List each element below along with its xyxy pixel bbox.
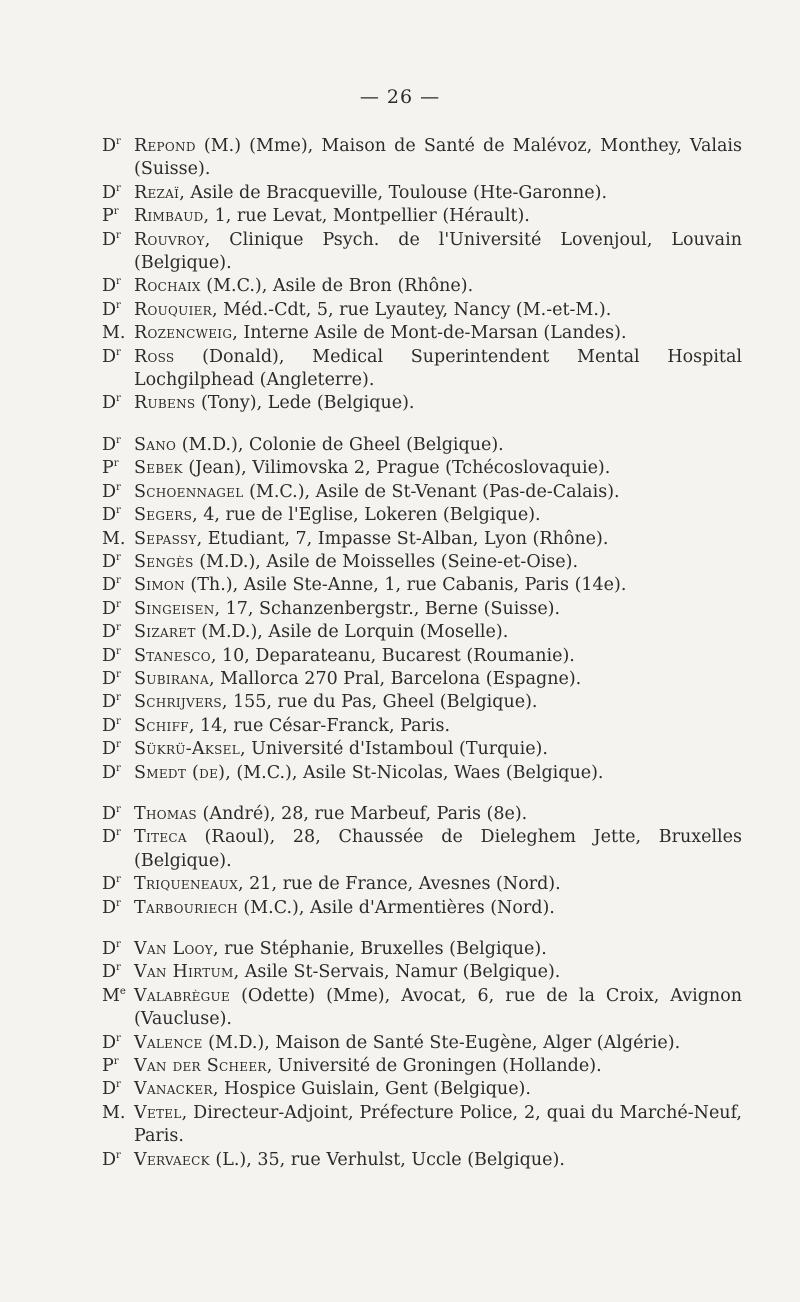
- entry-title: $D^r$: [102, 668, 121, 689]
- list-item: [102, 434, 742, 457]
- entry-name: Rouvroy: [134, 229, 205, 250]
- list-item: [102, 457, 742, 480]
- list-item: [102, 182, 742, 205]
- entry-title: $D^r$: [102, 897, 121, 918]
- list-item: [102, 762, 742, 785]
- entry-name: Triqueneaux: [134, 874, 239, 895]
- entry-title: $D^r$: [102, 939, 121, 959]
- entry-title: $D^r$: [102, 393, 121, 414]
- member-list: [102, 135, 742, 1190]
- entry-details: (M.D.), Asile de Moisselles (Seine-et-Oise).: [193, 551, 579, 572]
- entry-name: Vanacker: [134, 1079, 213, 1100]
- entry-name: Sengès: [134, 551, 194, 572]
- entry-details: , 10, Deparateanu, Bucarest (Roumanie).: [210, 645, 575, 666]
- entry-title: $D^r$: [102, 762, 121, 783]
- entry-details: (Jean), Vilimovska 2, Prague (Tchécoslovaquie).: [182, 458, 611, 479]
- entry-title: $D^r$: [102, 645, 121, 666]
- list-item: [102, 645, 742, 668]
- entry-details: , Asile St-Servais, Namur (Belgique).: [233, 962, 561, 983]
- list-item: [102, 598, 742, 621]
- entry-title: $P^r$: [102, 1056, 119, 1077]
- entry-title: $D^r$: [102, 136, 121, 156]
- list-item: [102, 961, 742, 984]
- entry-details: , Université de Groningen (Hollande).: [266, 1056, 602, 1077]
- entry-details: , Méd.-Cdt, 5, rue Lyautey, Nancy (M.-et-M.).: [212, 299, 612, 320]
- entry-title: $D^r$: [102, 299, 121, 320]
- entry-details: (M.C.), Asile d'Armentières (Nord).: [237, 897, 555, 918]
- list-item: [102, 803, 742, 826]
- entry-title: $D^r$: [102, 715, 121, 736]
- entry-name: Vetel: [134, 1102, 182, 1123]
- entry-details: , Hospice Guislain, Gent (Belgique).: [212, 1079, 531, 1100]
- entry-group: [102, 803, 742, 920]
- entry-name: Sizaret: [134, 622, 196, 643]
- list-item: [102, 1078, 742, 1101]
- list-item: [102, 691, 742, 714]
- entry-title: $D^r$: [102, 434, 121, 455]
- entry-details: , 155, rue du Pas, Gheel (Belgique).: [221, 692, 538, 713]
- entry-name: Rezaï: [134, 182, 180, 203]
- entry-name: Singeisen: [134, 598, 215, 619]
- entry-details: , 1, rue Levat, Montpellier (Hérault).: [203, 206, 530, 227]
- entry-title: $D^r$: [102, 1149, 121, 1170]
- entry-name: Valabrègue: [134, 985, 231, 1006]
- list-item: [102, 528, 742, 551]
- entry-details: (Odette) (Mme), Avocat, 6, rue de la Croix, Avignon (Vaucluse).: [134, 985, 742, 1030]
- entry-name: Sano: [134, 434, 177, 455]
- entry-name: Rouquier: [134, 299, 213, 320]
- entry-name: Smedt (de): [134, 762, 226, 783]
- entry-title: $D^r$: [102, 692, 121, 713]
- list-item: [102, 322, 742, 345]
- entry-title: M.: [102, 323, 126, 344]
- entry-details: , Mallorca 270 Pral, Barcelona (Espagne).: [208, 668, 582, 689]
- entry-title: $P^r$: [102, 206, 119, 227]
- entry-details: (M.D.), Colonie de Gheel (Belgique).: [176, 434, 504, 455]
- list-item: [102, 135, 742, 182]
- entry-details: , (M.C.), Asile St-Nicolas, Waes (Belgique).: [225, 762, 604, 783]
- entry-group: [102, 135, 742, 416]
- page-number: — 26 —: [359, 86, 441, 108]
- entry-title: $D^r$: [102, 874, 121, 895]
- list-item: [102, 299, 742, 322]
- entry-details: , Etudiant, 7, Impasse St-Alban, Lyon (Rhône).: [196, 528, 609, 549]
- entry-title: M.: [102, 1102, 126, 1123]
- list-item: [102, 205, 742, 228]
- entry-title: $D^r$: [102, 827, 121, 848]
- list-item: [102, 1149, 742, 1172]
- entry-title: $D^r$: [102, 739, 121, 760]
- list-item: [102, 621, 742, 644]
- entry-name: Rochaix: [134, 276, 201, 297]
- entry-details: (L.), 35, rue Verhulst, Uccle (Belgique).: [209, 1149, 565, 1170]
- entry-title: $D^r$: [102, 346, 121, 367]
- entry-title: $D^r$: [102, 229, 121, 250]
- list-item: [102, 346, 742, 393]
- entry-name: Subirana: [134, 668, 209, 689]
- entry-title: M.: [102, 528, 126, 549]
- list-item: [102, 229, 742, 276]
- entry-group: [102, 938, 742, 1172]
- entry-name: Rozencweig: [134, 323, 233, 344]
- entry-title: $P^r$: [102, 458, 119, 479]
- entry-name: Vervaeck: [134, 1149, 210, 1170]
- entry-title: $D^r$: [102, 505, 121, 526]
- entry-name: Rubens: [134, 393, 196, 414]
- list-item: [102, 985, 742, 1032]
- entry-name: Van der Scheer: [134, 1056, 267, 1077]
- entry-title: $D^r$: [102, 598, 121, 619]
- entry-details: (André), 28, rue Marbeuf, Paris (8e).: [196, 803, 528, 824]
- entry-name: Thomas: [134, 803, 197, 824]
- entry-title: $D^r$: [102, 276, 121, 297]
- list-item: [102, 826, 742, 873]
- entry-details: , Université d'Istamboul (Turquie).: [239, 739, 548, 760]
- entry-name: Schoennagel: [134, 481, 244, 502]
- entry-details: (Tony), Lede (Belgique).: [195, 393, 415, 414]
- entry-details: (Donald), Medical Superintendent Mental Hospital Lochgilphead (Angleterre).: [134, 346, 742, 391]
- list-item: [102, 551, 742, 574]
- entry-title: $D^r$: [102, 803, 121, 824]
- entry-title: $D^r$: [102, 962, 121, 983]
- entry-details: , rue Stéphanie, Bruxelles (Belgique).: [213, 939, 547, 959]
- entry-details: (Raoul), 28, Chaussée de Dieleghem Jette, Bruxelles (Belgique).: [134, 827, 742, 871]
- entry-title: $D^r$: [102, 481, 121, 502]
- entry-details: (M.) (Mme), Maison de Santé de Malévoz, Monthey, Valais (Suisse).: [134, 136, 742, 180]
- entry-name: Sükrü-Aksel: [134, 739, 240, 760]
- entry-details: (M.C.), Asile de Bron (Rhône).: [200, 276, 474, 297]
- entry-name: Rimbaud: [134, 206, 204, 227]
- list-item: [102, 897, 742, 920]
- entry-title: $D^r$: [102, 622, 121, 643]
- list-item: [102, 504, 742, 527]
- list-item: [102, 738, 742, 761]
- list-item: [102, 668, 742, 691]
- list-item: [102, 1102, 742, 1149]
- entry-name: Sebek: [134, 458, 183, 479]
- entry-details: (Th.), Asile Ste-Anne, 1, rue Cabanis, Paris (14e).: [184, 575, 627, 596]
- entry-title: $D^r$: [102, 1079, 121, 1100]
- entry-name: Van Hirtum: [134, 962, 234, 983]
- list-item: [102, 938, 742, 961]
- list-item: [102, 1032, 742, 1055]
- entry-name: Stanesco: [134, 645, 211, 666]
- entry-name: Sepassy: [134, 528, 197, 549]
- entry-name: Repond: [134, 136, 196, 156]
- entry-title: $D^r$: [102, 551, 121, 572]
- entry-name: Segers: [134, 505, 193, 526]
- entry-title: $D^r$: [102, 1032, 121, 1053]
- entry-details: (M.D.), Asile de Lorquin (Moselle).: [195, 622, 509, 643]
- entry-details: , Clinique Psych. de l'Université Lovenjoul, Louvain (Belgique).: [134, 229, 742, 274]
- entry-details: , 14, rue César-Franck, Paris.: [188, 715, 451, 736]
- list-item: [102, 481, 742, 504]
- entry-details: (M.D.), Maison de Santé Ste-Eugène, Alger (Algérie).: [202, 1032, 681, 1053]
- entry-title: $D^r$: [102, 182, 121, 203]
- entry-details: , Asile de Bracqueville, Toulouse (Hte-Garonne).: [179, 182, 608, 203]
- list-item: [102, 1055, 742, 1078]
- entry-group: [102, 434, 742, 785]
- entry-title: Me: [102, 985, 126, 1006]
- entry-title: $D^r$: [102, 575, 121, 596]
- entry-name: Tarbouriech: [134, 897, 238, 918]
- entry-name: Van Looy: [134, 939, 213, 959]
- entry-details: , 17, Schanzenbergstr., Berne (Suisse).: [214, 598, 561, 619]
- entry-name: Schiff: [134, 715, 189, 736]
- entry-name: Schrijvers: [134, 692, 222, 713]
- entry-name: Valence: [134, 1032, 203, 1053]
- entry-details: , 21, rue de France, Avesnes (Nord).: [238, 874, 561, 895]
- entry-details: , 4, rue de l'Eglise, Lokeren (Belgique).: [192, 505, 541, 526]
- list-item: [102, 574, 742, 597]
- list-item: [102, 715, 742, 738]
- list-item: [102, 275, 742, 298]
- entry-name: Titeca: [134, 827, 187, 848]
- entry-name: Simon: [134, 575, 185, 596]
- entry-name: Ross: [134, 346, 175, 367]
- entry-details: , Directeur-Adjoint, Préfecture Police, 2, quai du Marché-Neuf, Paris.: [134, 1102, 742, 1147]
- entry-details: (M.C.), Asile de St-Venant (Pas-de-Calais).: [243, 481, 620, 502]
- entry-details: , Interne Asile de Mont-de-Marsan (Landes).: [232, 323, 627, 344]
- list-item: [102, 873, 742, 896]
- list-item: [102, 392, 742, 415]
